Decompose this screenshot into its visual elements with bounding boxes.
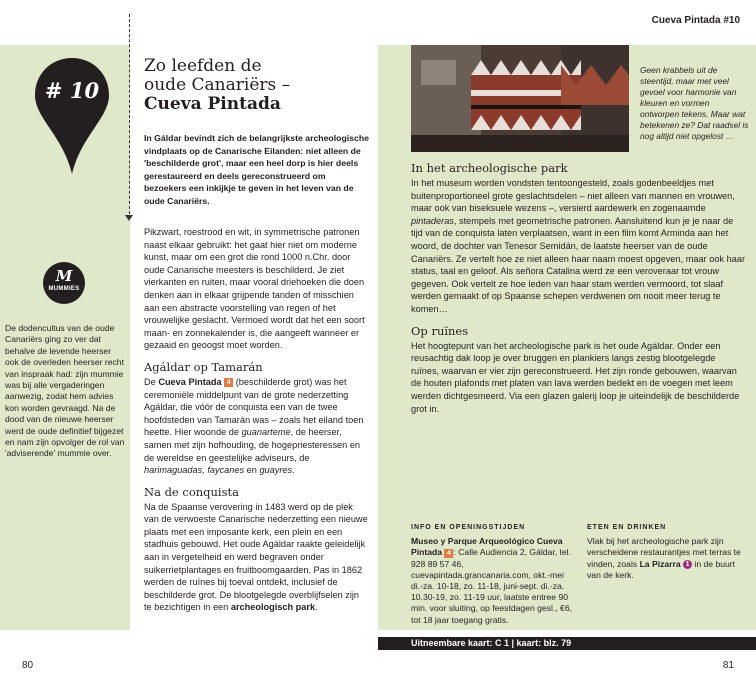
- section-heading: Agáldar op Tamarán: [144, 359, 263, 374]
- section-heading: Op ruïnes: [411, 323, 469, 338]
- page-number-right: 81: [722, 660, 734, 671]
- badge-word: MUMMIES: [48, 286, 80, 292]
- badge-label: # 10: [44, 78, 100, 103]
- info-label: INFO EN OPENINGSTIJDEN: [411, 524, 526, 531]
- eat-label: ETEN EN DRINKEN: [587, 524, 667, 531]
- info-column: [411, 522, 576, 626]
- page-title: [144, 57, 364, 114]
- eat-column: [587, 522, 747, 581]
- eat-text: Vlak bij het archeologische park zijn verscheidene restaurantjes met terras te vinden, zoals La Pizarra 1 in de buurt van de kerk.: [587, 536, 741, 580]
- restaurant-link[interactable]: La Pizarra: [639, 558, 681, 569]
- body-paragraph: In het museum worden vondsten tentoongesteld, zoals godenbeeldjes met buitenproportioneel grote geslachtsdelen – niet alleen van mannen en vrouwen, maar ook van biseksuele wezens –, versierd aardewerk en zogenaamde pintaderas, stempels met geometrische patronen. Aansluitend kun je je naar de tijd van de conquista laten verplaatsen, want in een film komt Arminda aan het woord, de dochter van Tenesor Semidán, de laatste heerser van de oude Canariërs. Ze vertelt hoe ze niet alleen haar naam moest opgeven, maar ook haar status, taal en geloof. Als señora Catalina werd ze een veroveraar tot vrouw gegeven. Ook vertelt ze hoe leden van haar stam werden vermoord, tot slaaf werden gemaakt of op Spaanse schepen verdwenen om nooit meer terug te komen…: [411, 178, 745, 314]
- section-heading: Na de conquista: [144, 484, 239, 499]
- section-heading: In het archeologische park: [411, 161, 568, 175]
- restaurant-marker-icon[interactable]: 1: [683, 560, 692, 569]
- cave-painting-photo: [411, 45, 629, 152]
- place-link[interactable]: Cueva Pintada: [158, 376, 222, 387]
- mummies-badge: [43, 262, 85, 304]
- museum-link[interactable]: Museo y Parque Arqueológico Cueva Pintada: [411, 536, 563, 558]
- body-paragraph: Pikzwart, roestrood en wit, in symmetrische patronen naast elkaar gebruikt: het gaat hier niet om moderne kunst, maar om een grot die rond 1000 n.Chr. door oude Canarische meesters is beschilderd. Je ziet vierkanten en ruiten, maar vooral driehoeken die doen denken aan in elkaar grijpende tanden of misschien aan een abstracte voorstelling van regen of het vrouwelijke geslacht. Vermoed wordt dat het een soort maan- en zonnekalender is, die aangeeft wanneer er gezaaid en geoogst moet worden.: [144, 227, 365, 351]
- arrow-down-icon: [125, 215, 133, 221]
- photo-caption: Geen krabbels uit de steentijd, maar met veel gevoel voor harmonie van kleuren en vormen ontworpen tekens. Maar wat betekenen ze? Dat raadsel is nog altijd niet opgelost …: [640, 65, 749, 141]
- running-head: Cueva Pintada #10: [651, 15, 740, 26]
- title-line-1: Zo leefden de: [144, 56, 262, 76]
- info-text: Museo y Parque Arqueológico Cueva Pintada 4 : Calle Audiencia 2, Gáldar, tel. 928 89 57 46, cuevapintada.grancanaria.com, okt.-mei di.-za. 10-18, zo. 11-18, juni-sept. di.-za. 10.30-19, zo. 11-19 uur, laatste entree 90 min. voor sluiting, op feestdagen gesl., €6, tot 18 jaar toegang gratis.: [411, 536, 572, 625]
- sidebar-text: De dodencultus van de oude Canariërs ging zo ver dat behalve de levende heerser ook de overleden heerser recht van inspraak had: zijn mummie was bij alle vergaderingen aanwezig, zodat hem advies kon worden gevraagd. Na de dood van de nieuwe heerser werd de oude definitief bijgezet en nam zijn opvolger de rol van 'adviserende' mummie over.: [5, 323, 125, 459]
- map-reference-strip: [378, 637, 756, 650]
- page-number-left: 80: [22, 660, 34, 671]
- map-marker-icon[interactable]: 4: [224, 378, 233, 387]
- right-body-column: [411, 161, 746, 415]
- intro-paragraph: In Gáldar bevindt zich de belangrijkste archeologische vindplaats op de Canarische Eilanden: niet alleen de 'beschilderde grot', maar een heel dorp is hier deels gerestaureerd en deels gereconstrueerd om bezoekers een inkijkje te geven in het leven van de oude Canariërs.: [144, 133, 369, 206]
- cave-painting-image: [411, 45, 629, 152]
- body-paragraph: Na de Spaanse verovering in 1483 werd op de plek van de verwoeste Canarische nederzetting een nieuwe plaats met een imposante kerk, een plein en een stadhuis gebouwd. Het oude Agáldar raakte geleidelijk aan in vergetelheid en werd begraven onder suikerrietplantages en fruitboomgaarden. Pas in 1862 werden de ruïnes bij toeval ontdekt, inclusief de beschilderde grot. De blootgelegde overblijfselen zijn te bezichtigen in een archeologisch park.: [144, 501, 368, 613]
- map-marker-icon[interactable]: 4: [444, 549, 453, 558]
- body-paragraph: De Cueva Pintada 4 (beschilderde grot) was het ceremoniële middelpunt van de grote nederzetting Agáldar, die vóór de conquista een van de twee hoofdsteden van Tamarán was – zoals het eiland toen heette. Hier woonde de guanarteme, de heerser, samen met zijn hofhouding, de hogepriesteressen en de wereldse en geestelijke adviseurs, de harimaguadas, faycanes en guayres.: [144, 376, 364, 476]
- place-link[interactable]: archeologisch park: [230, 602, 316, 613]
- right-page: [378, 0, 756, 683]
- title-line-2: oude Canariërs –: [144, 75, 291, 95]
- badge-letter: M: [55, 267, 73, 285]
- map-reference[interactable]: Uitneembare kaart: C 1 | kaart: blz. 79: [411, 638, 572, 648]
- dashed-guide-line: [129, 14, 130, 219]
- pin-badge: [33, 56, 111, 176]
- body-paragraph: Het hoogtepunt van het archeologische park is het oude Agáldar. Onder een reusachtig dak loop je over bruggen en plankiers langs zestig blootgelegde ruïnes, waarvan er vier zijn gereconstrueerd. Het zijn ronde gebouwen, waarvan de houten plafonds met platen van lava werden bedekt en de voegen met leem werden dichtgesmeerd. Via een glazen galerij loop je uiteindelijk de beschilderde grot in.: [411, 340, 740, 414]
- title-line-3: Cueva Pintada: [144, 94, 281, 114]
- left-body-column: [144, 226, 369, 614]
